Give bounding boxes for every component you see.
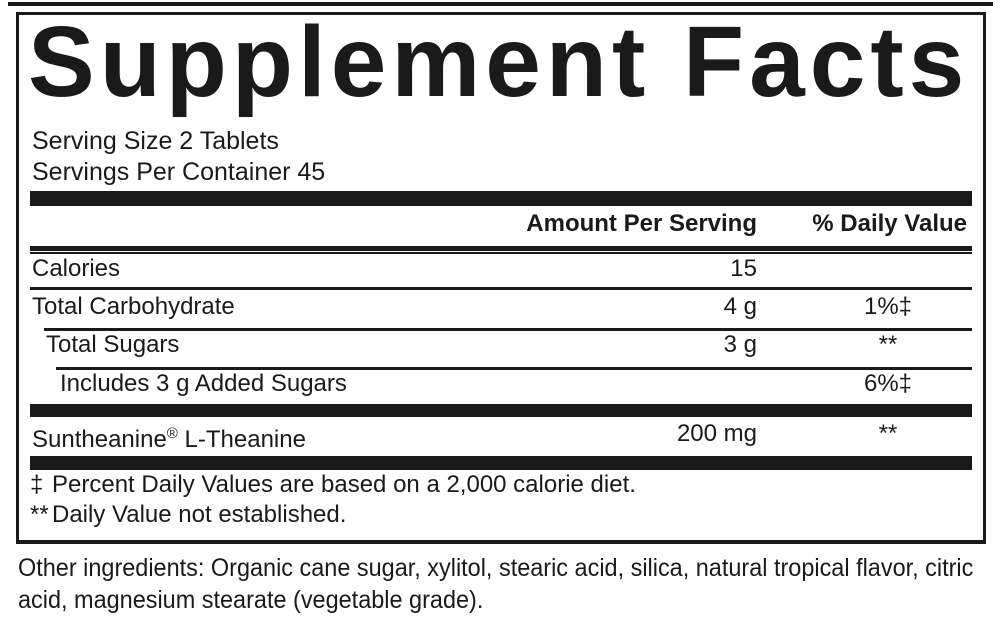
- nutrient-name: Calories: [32, 255, 121, 282]
- amount-value: 4 g: [723, 293, 757, 320]
- row-total-sugars: [46, 331, 972, 359]
- amount-value: 15: [730, 255, 757, 282]
- page-title: Supplement Facts: [28, 6, 970, 118]
- amount-value: 3 g: [723, 331, 757, 358]
- serving-size: Serving Size 2 Tablets: [32, 127, 279, 155]
- row-divider-1: [30, 287, 972, 290]
- row-added-sugars: [60, 370, 972, 398]
- footnote-daily-value-basis: [30, 471, 636, 499]
- amount-value: 200 mg: [676, 420, 757, 447]
- footnote-text: Percent Daily Values are based on a 2,000 calorie diet.: [52, 471, 636, 498]
- row-l-theanine: [32, 420, 972, 454]
- row-total-carbohydrate: [32, 293, 972, 321]
- servings-per-container: Servings Per Container 45: [32, 158, 326, 186]
- thick-divider-bottom: [30, 456, 972, 470]
- double-dagger-symbol: ‡: [30, 471, 44, 498]
- nutrient-name: [32, 426, 306, 453]
- thick-divider-middle: [30, 404, 972, 417]
- daily-value: 1%‡: [863, 293, 913, 320]
- row-calories: [32, 255, 972, 283]
- daily-value-header: % Daily Value: [812, 210, 967, 237]
- daily-value: **: [878, 420, 898, 447]
- nutrient-name: Total Sugars: [46, 331, 180, 358]
- registered-trademark-symbol: ®: [166, 425, 178, 442]
- other-ingredients: Other ingredients: Organic cane sugar, xylitol, stearic acid, silica, natural tropical flavor, citric acid, magnesium stearate (vegetable grade).: [18, 554, 974, 614]
- amount-per-serving-header: Amount Per Serving: [526, 210, 757, 237]
- header-underline: [30, 246, 972, 254]
- footnote-dv-not-established: [30, 501, 346, 529]
- nutrient-name-suffix: L-Theanine: [177, 426, 306, 453]
- footnote-text: Daily Value not established.: [52, 501, 347, 528]
- double-asterisk-symbol: **: [30, 501, 49, 528]
- nutrient-name: Includes 3 g Added Sugars: [60, 370, 347, 397]
- nutrient-name: Total Carbohydrate: [32, 293, 235, 320]
- thick-divider-top: [30, 191, 972, 206]
- nutrient-name-brand: Suntheanine: [32, 426, 167, 453]
- daily-value: 6%‡: [863, 370, 913, 397]
- daily-value: **: [878, 331, 898, 358]
